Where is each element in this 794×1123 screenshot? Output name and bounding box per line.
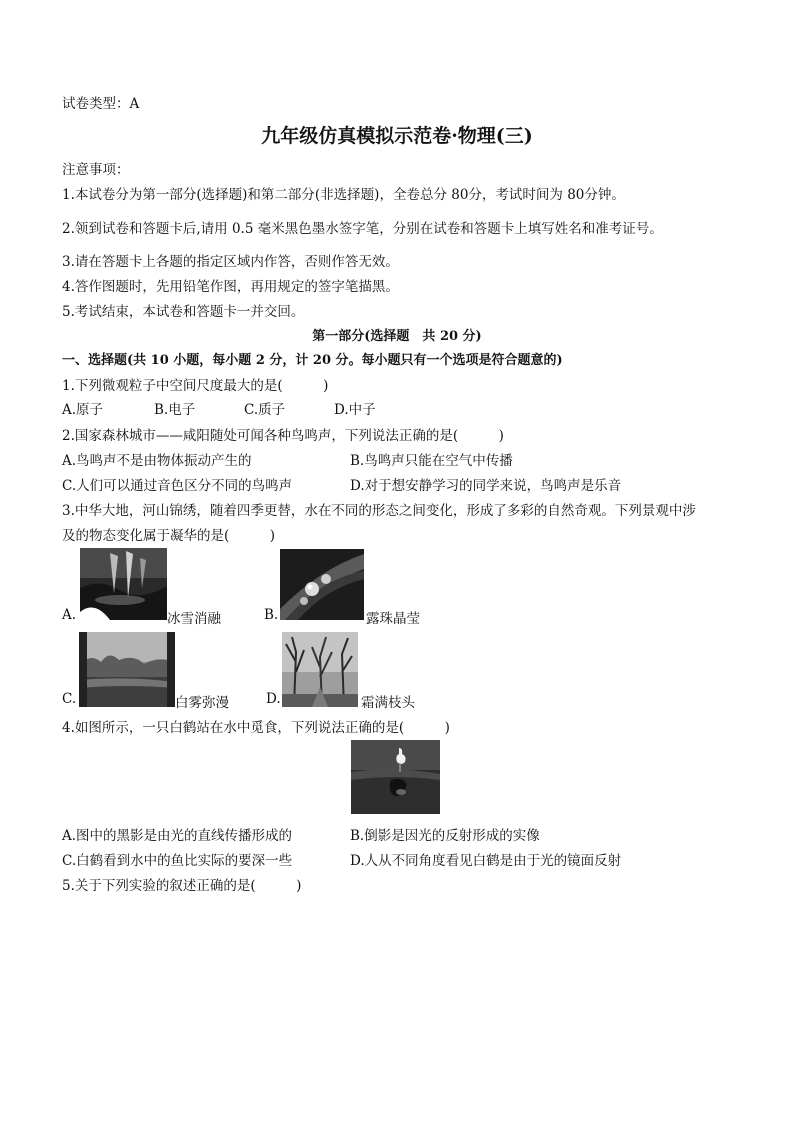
notice-item: 4.答作图题时，先用铅笔作图，再用规定的签字笔描黑。 <box>62 279 399 295</box>
notice-item: 3.请在答题卡上各题的指定区域内作答，否则作答无效。 <box>62 254 399 270</box>
q5-stem: 5.关于下列实验的叙述正确的是( ) <box>62 878 302 894</box>
q4-option-b: B.倒影是因光的反射形成的实像 <box>350 828 540 844</box>
q2-option-b: B.鸟鸣声只能在空气中传播 <box>350 453 513 469</box>
frost-photo <box>282 632 358 707</box>
q3-stem-line2: 及的物态变化属于凝华的是( ) <box>62 528 276 544</box>
q3-option-d-label: 霜满枝头 <box>361 695 415 711</box>
paper-type: 试卷类型：A <box>62 96 140 112</box>
page-title: 九年级仿真模拟示范卷·物理(三) <box>261 125 533 147</box>
q4-option-d: D.人从不同角度看见白鹤是由于光的镜面反射 <box>350 853 622 869</box>
q3-option-c-label: 白雾弥漫 <box>175 695 229 711</box>
q1-option-a: A.原子 <box>62 402 104 418</box>
notice-item: 1.本试卷分为第一部分(选择题)和第二部分(非选择题)，全卷总分 80分，考试时间为 80分钟。 <box>62 187 625 203</box>
q4-option-c: C.白鹤看到水中的鱼比实际的要深一些 <box>62 853 293 869</box>
q1-option-c: C.质子 <box>244 402 286 418</box>
q3-option-a-label: 冰雪消融 <box>167 611 221 627</box>
crane-photo <box>351 740 440 814</box>
q1-stem: 1.下列微观粒子中空间尺度最大的是( ) <box>62 378 329 394</box>
notice-heading: 注意事项： <box>62 162 130 178</box>
q1-option-d: D.中子 <box>334 402 376 418</box>
ice-melting-photo <box>80 548 167 620</box>
fog-photo <box>79 632 175 707</box>
dewdrop-photo <box>280 549 364 620</box>
q4-option-a: A.图中的黑影是由光的直线传播形成的 <box>62 828 293 844</box>
q2-option-c: C.人们可以通过音色区分不同的鸟鸣声 <box>62 478 293 494</box>
q2-option-a: A.鸟鸣声不是由物体振动产生的 <box>62 453 252 469</box>
section-heading: 一、选择题(共 10 小题，每小题 2 分，计 20 分。每小题只有一个选项是符合题意的) <box>62 353 563 368</box>
q2-stem: 2.国家森林城市——咸阳随处可闻各种鸟鸣声，下列说法正确的是( ) <box>62 428 504 444</box>
part1-heading: 第一部分(选择题 共 20 分) <box>312 329 482 344</box>
notice-item: 5.考试结束，本试卷和答题卡一并交回。 <box>62 304 305 320</box>
q3-stem-line1: 3.中华大地，河山锦绣，随着四季更替，水在不同的形态之间变化，形成了多彩的自然奇观。下列景观中涉 <box>62 503 696 519</box>
q3-option-c-letter: C. <box>62 691 77 707</box>
q3-option-d-letter: D. <box>266 691 281 707</box>
q2-option-d: D.对于想安静学习的同学来说，鸟鸣声是乐音 <box>350 478 622 494</box>
q1-option-b: B.电子 <box>154 402 196 418</box>
q3-option-b-label: 露珠晶莹 <box>366 611 420 627</box>
q3-option-b-letter: B. <box>264 607 279 623</box>
notice-item: 2.领到试卷和答题卡后,请用 0.5 毫米黑色墨水签字笔，分别在试卷和答题卡上填写姓名和准考证号。 <box>62 221 663 237</box>
q3-option-a-letter: A. <box>62 607 77 623</box>
q4-stem: 4.如图所示，一只白鹤站在水中觅食，下列说法正确的是( ) <box>62 720 450 736</box>
